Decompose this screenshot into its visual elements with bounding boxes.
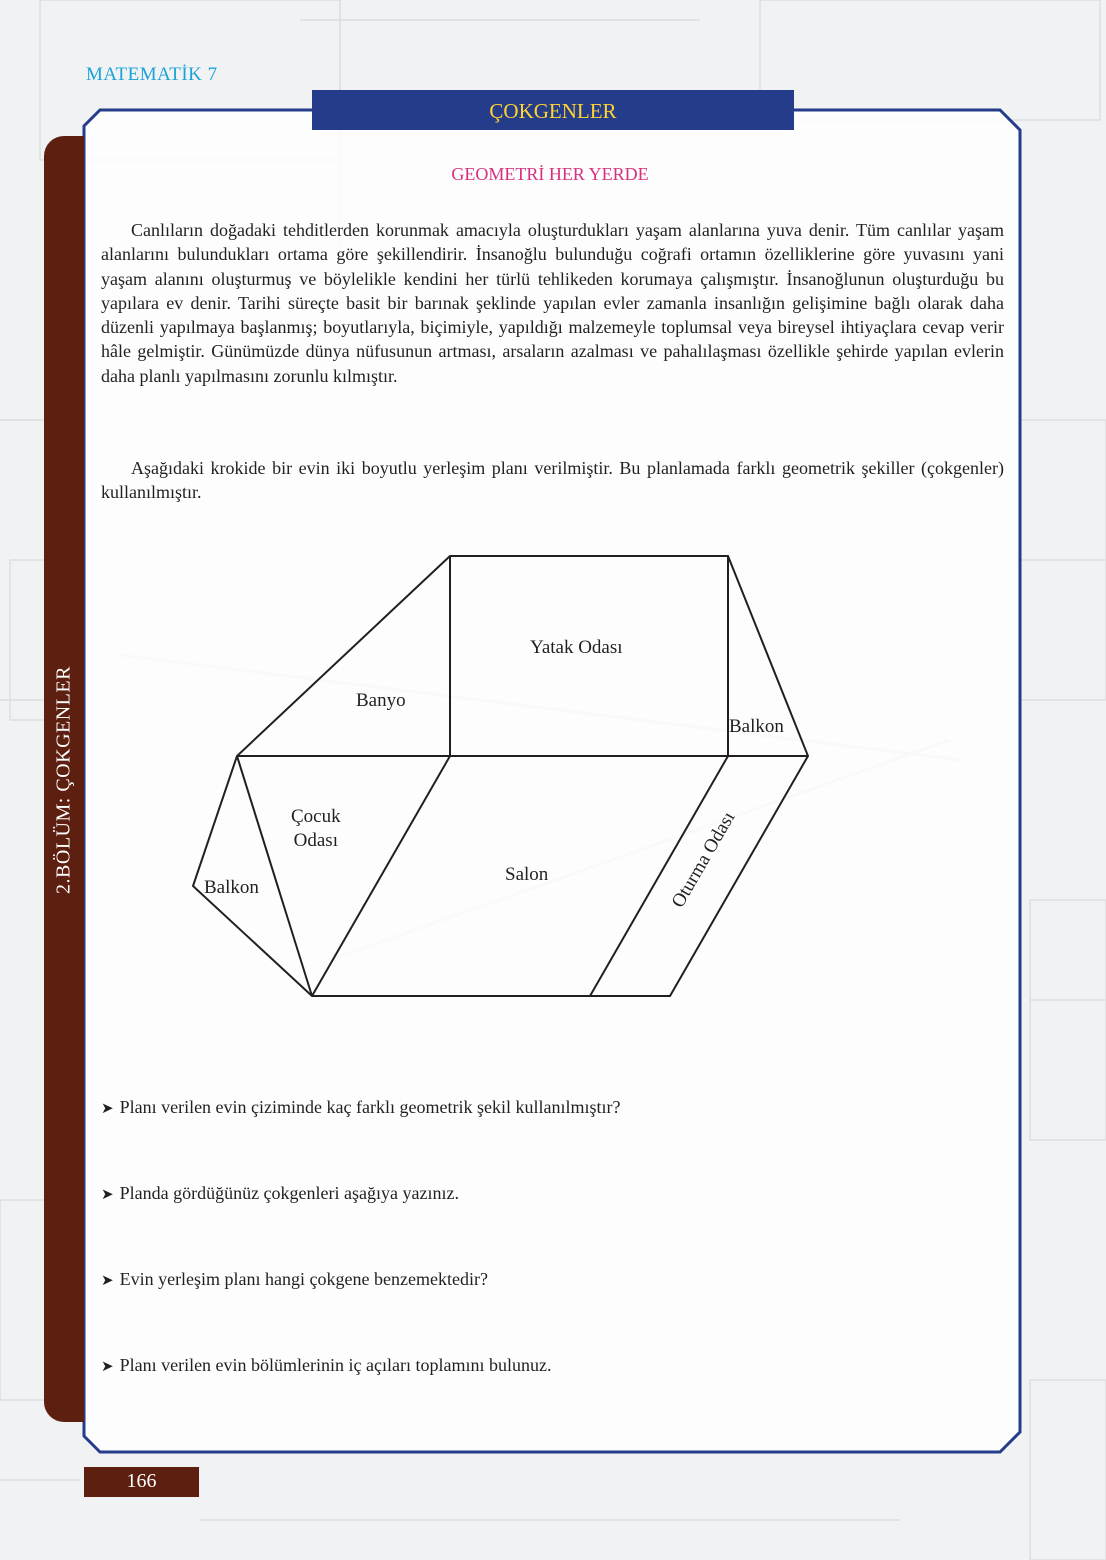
intro-paragraph: Canlıların doğadaki tehditlerden korunmak amacıyla oluşturdukları yaşam alanlarına yuva denir. Tüm canlılar yaşam alanlarını bulundukları ortama göre şekillendirir. İnsanoğlu bulunduğu coğrafi ortamın özelliklerine göre yuvasını yani yaşam alanını oluşturmuş ve böylelikle kendini her türlü tehlikeden korumaya çalışmıştır. İnsanoğlunun oluşturduğu bu yapılara ev denir. Tarihi süreçte basit bir barınak şeklinde yapılan evler zamanla insanlığın gelişimine bağlı olarak daha düzenli yapılmaya başlanmış; boyutlarıyla, biçimiyle, yapıldığı malzemeyle toplumsal veya bireysel ihtiyaçlara cevap verir hâle gelmiştir. Günümüzde dünya nüfusunun artması, arsaların azalması ve pahalılaşması özellikle şehirde yapılan evlerin daha planlı yapılmasını zorunlu kılmıştır. xyxy=(101,220,1004,386)
wall-cocuk-salon xyxy=(312,756,450,996)
room-balkon-right: Balkon xyxy=(729,716,784,737)
chapter-title-bar xyxy=(312,90,794,130)
side-chapter-label: 2.BÖLÜM: ÇOKGENLER xyxy=(52,666,75,894)
question-4 xyxy=(101,1355,551,1376)
room-banyo: Banyo xyxy=(356,690,406,711)
question-4-text: Planı verilen evin bölümlerinin iç açıları toplamını bulunuz. xyxy=(119,1355,552,1375)
question-2 xyxy=(101,1183,459,1204)
arrow-bullet-icon: ➤ xyxy=(101,1101,114,1117)
chapter-title: ÇOKGENLER xyxy=(489,99,617,123)
floor-plan-lines xyxy=(180,545,820,1010)
page-number: 166 xyxy=(84,1467,199,1497)
question-1-text: Planı verilen evin çiziminde kaç farklı geometrik şekil kullanılmıştır? xyxy=(119,1097,621,1117)
arrow-bullet-icon: ➤ xyxy=(101,1359,114,1375)
question-3-text: Evin yerleşim planı hangi çokgene benzemektedir? xyxy=(119,1269,488,1289)
question-2-text: Planda gördüğünüz çokgenleri aşağıya yazınız. xyxy=(119,1183,459,1203)
room-oturma-odasi: Oturma Odası xyxy=(667,808,740,912)
question-3 xyxy=(101,1269,488,1290)
room-cocuk-odasi-line1: Çocuk xyxy=(291,806,341,827)
room-cocuk-odasi xyxy=(291,805,341,853)
arrow-bullet-icon: ➤ xyxy=(101,1187,114,1203)
room-salon: Salon xyxy=(505,864,549,885)
question-1 xyxy=(101,1097,620,1118)
arrow-bullet-icon: ➤ xyxy=(101,1273,114,1289)
room-balkon-left: Balkon xyxy=(204,877,259,898)
floor-plan-diagram xyxy=(180,545,820,1010)
book-title: MATEMATİK 7 xyxy=(86,64,218,85)
room-cocuk-odasi-line2: Odası xyxy=(293,830,338,851)
room-yatak-odasi: Yatak Odası xyxy=(530,637,623,658)
plan-intro-paragraph: Aşağıdaki krokide bir evin iki boyutlu yerleşim planı verilmiştir. Bu planlamada farklı geometrik şekiller (çokgenler) kullanılmıştır. xyxy=(101,458,1004,503)
section-title: GEOMETRİ HER YERDE xyxy=(451,164,649,184)
